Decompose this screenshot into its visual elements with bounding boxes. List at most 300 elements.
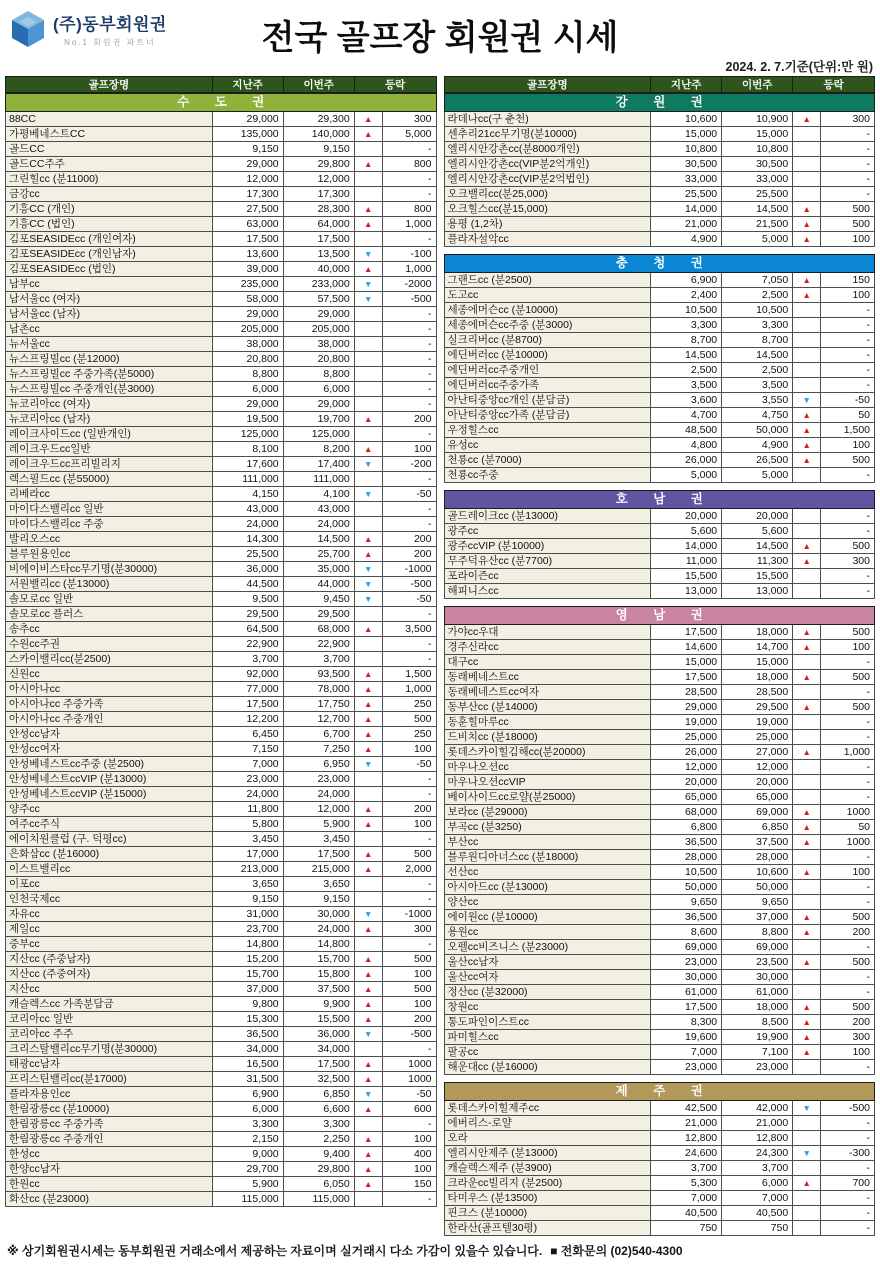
this-week-price: 29,300 xyxy=(283,112,354,127)
course-name: 에딘버러cc (분10000) xyxy=(444,348,651,363)
last-week-price: 9,650 xyxy=(651,895,722,910)
up-arrow-icon: ▲ xyxy=(802,290,811,300)
table-row xyxy=(6,337,437,352)
this-week-price: 9,150 xyxy=(283,892,354,907)
this-week-price: 27,000 xyxy=(722,745,793,760)
change-amount: - xyxy=(821,730,875,745)
change-amount: 50 xyxy=(821,408,875,423)
up-arrow-icon: ▲ xyxy=(363,534,373,544)
last-week-price: 7,000 xyxy=(651,1191,722,1206)
change-direction-cell xyxy=(354,157,382,172)
change-direction-cell xyxy=(354,907,382,922)
change-amount: 100 xyxy=(821,288,875,303)
last-week-price: 3,500 xyxy=(651,378,722,393)
up-arrow-icon: ▲ xyxy=(363,804,373,814)
change-amount: - xyxy=(821,318,875,333)
change-direction-cell xyxy=(354,1177,382,1192)
last-week-price: 6,450 xyxy=(212,727,283,742)
change-direction-cell xyxy=(793,925,821,940)
course-name: 서원밸리cc (분13000) xyxy=(6,577,213,592)
course-name: 은화삼cc (분16000) xyxy=(6,847,213,862)
table-row xyxy=(6,352,437,367)
this-week-price: 8,700 xyxy=(722,333,793,348)
change-amount: - xyxy=(821,940,875,955)
change-amount: 500 xyxy=(821,670,875,685)
course-name: 아난티중앙cc가족 (분담금) xyxy=(444,408,651,423)
this-week-price: 7,100 xyxy=(722,1045,793,1060)
course-name: 남서울cc (여자) xyxy=(6,292,213,307)
last-week-price: 64,500 xyxy=(212,622,283,637)
table-row xyxy=(6,967,437,982)
table-row xyxy=(6,697,437,712)
table-row xyxy=(444,790,875,805)
change-direction-cell xyxy=(793,820,821,835)
last-week-price: 5,800 xyxy=(212,817,283,832)
change-direction-cell xyxy=(354,187,382,202)
up-arrow-icon: ▲ xyxy=(802,234,811,244)
course-name: 롯데스카이힐김해cc(분20000) xyxy=(444,745,651,760)
change-amount: - xyxy=(821,715,875,730)
table-row xyxy=(444,820,875,835)
course-name: 천룡cc (분7000) xyxy=(444,453,651,468)
course-name: 오라 xyxy=(444,1131,651,1146)
change-amount: 1000 xyxy=(382,1072,436,1087)
last-week-price: 17,500 xyxy=(651,1000,722,1015)
down-arrow-icon: ▼ xyxy=(363,759,373,769)
course-name: 에딘버러cc주중개인 xyxy=(444,363,651,378)
this-week-price: 15,000 xyxy=(722,127,793,142)
last-week-price: 115,000 xyxy=(212,1192,283,1207)
this-week-price: 30,500 xyxy=(722,157,793,172)
last-week-price: 15,000 xyxy=(651,655,722,670)
this-week-price: 750 xyxy=(722,1221,793,1236)
last-week-price: 29,000 xyxy=(651,700,722,715)
this-week-price: 115,000 xyxy=(283,1192,354,1207)
course-name: 아시아나cc 주중가족 xyxy=(6,697,213,712)
course-name: 블루원용인cc xyxy=(6,547,213,562)
this-week-price: 6,700 xyxy=(283,727,354,742)
last-week-price: 29,000 xyxy=(212,397,283,412)
change-amount: - xyxy=(821,363,875,378)
change-amount: - xyxy=(821,880,875,895)
change-direction-cell xyxy=(793,408,821,423)
this-week-price: 14,500 xyxy=(722,202,793,217)
up-arrow-icon: ▲ xyxy=(363,549,373,559)
change-direction-cell xyxy=(354,577,382,592)
this-week-price: 12,700 xyxy=(283,712,354,727)
table-row xyxy=(6,802,437,817)
course-name: 가야cc우대 xyxy=(444,625,651,640)
change-amount: - xyxy=(821,1221,875,1236)
change-direction-cell xyxy=(793,569,821,584)
change-direction-cell xyxy=(354,442,382,457)
change-amount: - xyxy=(382,607,436,622)
table-row xyxy=(6,787,437,802)
last-week-price: 15,200 xyxy=(212,952,283,967)
page-header xyxy=(0,0,880,76)
column-header-row xyxy=(6,77,437,93)
change-direction-cell xyxy=(354,382,382,397)
course-name: 대구cc xyxy=(444,655,651,670)
course-name: 무주덕유산cc (분7700) xyxy=(444,554,651,569)
course-name: 오크힐스cc(분15,000) xyxy=(444,202,651,217)
last-week-price: 17,300 xyxy=(212,187,283,202)
up-arrow-icon: ▲ xyxy=(363,444,373,454)
change-direction-cell xyxy=(793,1060,821,1075)
last-week-price: 10,500 xyxy=(651,303,722,318)
table-row xyxy=(6,682,437,697)
table-row xyxy=(444,1206,875,1221)
change-direction-cell xyxy=(793,539,821,554)
section-title-row xyxy=(444,94,875,112)
last-week-price: 21,000 xyxy=(651,1116,722,1131)
last-week-price: 6,000 xyxy=(212,382,283,397)
last-week-price: 4,700 xyxy=(651,408,722,423)
this-week-price: 13,000 xyxy=(722,584,793,599)
this-week-price: 23,000 xyxy=(283,772,354,787)
change-direction-cell xyxy=(793,142,821,157)
table-row xyxy=(444,715,875,730)
change-direction-cell xyxy=(354,1117,382,1132)
change-direction-cell xyxy=(793,423,821,438)
course-name: 금강cc xyxy=(6,187,213,202)
table-row xyxy=(444,1000,875,1015)
course-name: 마우나오션cc xyxy=(444,760,651,775)
last-week-price: 68,000 xyxy=(651,805,722,820)
this-week-price: 10,800 xyxy=(722,142,793,157)
up-arrow-icon: ▲ xyxy=(363,1014,373,1024)
change-amount: - xyxy=(821,509,875,524)
up-arrow-icon: ▲ xyxy=(802,455,811,465)
change-direction-cell xyxy=(354,892,382,907)
last-week-price: 77,000 xyxy=(212,682,283,697)
this-week-price: 5,900 xyxy=(283,817,354,832)
last-week-price: 16,500 xyxy=(212,1057,283,1072)
change-direction-cell xyxy=(793,1030,821,1045)
table-row xyxy=(6,217,437,232)
change-amount: 200 xyxy=(821,925,875,940)
change-amount: - xyxy=(382,772,436,787)
change-direction-cell xyxy=(354,967,382,982)
this-week-price: 28,300 xyxy=(283,202,354,217)
table-row xyxy=(6,907,437,922)
change-direction-cell xyxy=(793,880,821,895)
course-name: 통도파인이스트cc xyxy=(444,1015,651,1030)
up-arrow-icon: ▲ xyxy=(363,129,373,139)
table-row xyxy=(444,1045,875,1060)
change-amount: - xyxy=(821,850,875,865)
this-week-price: 7,050 xyxy=(722,273,793,288)
change-direction-cell xyxy=(793,127,821,142)
course-name: 발리오스cc xyxy=(6,532,213,547)
change-amount: 100 xyxy=(821,865,875,880)
change-amount: 500 xyxy=(382,847,436,862)
up-arrow-icon: ▲ xyxy=(363,744,373,754)
last-week-price: 3,300 xyxy=(212,1117,283,1132)
up-arrow-icon: ▲ xyxy=(363,924,373,934)
course-name: 에버리스-로얄 xyxy=(444,1116,651,1131)
up-arrow-icon: ▲ xyxy=(802,1178,811,1188)
change-direction-cell xyxy=(354,592,382,607)
last-week-price: 11,000 xyxy=(651,554,722,569)
change-direction-cell xyxy=(354,652,382,667)
this-week-price: 37,500 xyxy=(722,835,793,850)
change-direction-cell xyxy=(793,157,821,172)
last-week-price: 10,800 xyxy=(651,142,722,157)
table-row xyxy=(6,922,437,937)
table-row xyxy=(444,303,875,318)
table-row xyxy=(444,760,875,775)
course-name: 에딘버러cc주중가족 xyxy=(444,378,651,393)
course-name: 마우나오션ccVIP xyxy=(444,775,651,790)
change-amount: -200 xyxy=(382,457,436,472)
course-name: 오펠cc비즈니스 (분23000) xyxy=(444,940,651,955)
course-name: 코리아cc 일반 xyxy=(6,1012,213,1027)
change-amount: 1,500 xyxy=(382,667,436,682)
change-direction-cell xyxy=(354,292,382,307)
change-direction-cell xyxy=(354,922,382,937)
table-row xyxy=(444,1060,875,1075)
last-week-price: 4,150 xyxy=(212,487,283,502)
last-week-price: 5,300 xyxy=(651,1176,722,1191)
course-name: 용평 (1,2차) xyxy=(444,217,651,232)
up-arrow-icon: ▲ xyxy=(363,864,373,874)
change-direction-cell xyxy=(354,697,382,712)
last-week-price: 65,000 xyxy=(651,790,722,805)
page-footer xyxy=(0,1236,880,1259)
last-week-price: 9,150 xyxy=(212,142,283,157)
last-week-price: 26,000 xyxy=(651,745,722,760)
last-week-price: 17,600 xyxy=(212,457,283,472)
change-direction-cell xyxy=(793,1161,821,1176)
up-arrow-icon: ▲ xyxy=(363,414,373,424)
change-amount: 100 xyxy=(821,1045,875,1060)
table-row xyxy=(444,539,875,554)
change-direction-cell xyxy=(793,895,821,910)
last-week-price: 29,000 xyxy=(212,307,283,322)
up-arrow-icon: ▲ xyxy=(802,912,811,922)
this-week-price: 78,000 xyxy=(283,682,354,697)
change-amount: - xyxy=(821,655,875,670)
course-name: 에이원cc (분10000) xyxy=(444,910,651,925)
change-direction-cell xyxy=(793,378,821,393)
change-direction-cell xyxy=(793,1015,821,1030)
this-week-price: 29,000 xyxy=(283,397,354,412)
change-amount: - xyxy=(821,333,875,348)
change-direction-cell xyxy=(354,802,382,817)
table-row xyxy=(444,127,875,142)
last-week-price: 13,000 xyxy=(651,584,722,599)
course-name: 88CC xyxy=(6,112,213,127)
course-name: 아난티중앙cc개인 (분담금) xyxy=(444,393,651,408)
change-direction-cell xyxy=(354,727,382,742)
course-name: 캐슬렉스제주 (분3900) xyxy=(444,1161,651,1176)
course-name: 세종에머슨cc (분10000) xyxy=(444,303,651,318)
table-row xyxy=(6,472,437,487)
table-row xyxy=(444,880,875,895)
this-week-price: 69,000 xyxy=(722,940,793,955)
last-week-price: 30,500 xyxy=(651,157,722,172)
course-name: 블루원디아너스cc (분18000) xyxy=(444,850,651,865)
table-row xyxy=(6,562,437,577)
change-direction-cell xyxy=(354,232,382,247)
change-amount: - xyxy=(821,790,875,805)
change-direction-cell xyxy=(354,637,382,652)
change-amount: 100 xyxy=(382,997,436,1012)
change-amount: - xyxy=(821,1161,875,1176)
table-row xyxy=(444,318,875,333)
this-week-price: 32,500 xyxy=(283,1072,354,1087)
up-arrow-icon: ▲ xyxy=(363,264,373,274)
change-amount: 1000 xyxy=(382,1057,436,1072)
change-direction-cell xyxy=(793,318,821,333)
this-week-price: 13,500 xyxy=(283,247,354,262)
section-table-jeju xyxy=(444,1082,876,1236)
this-week-price: 17,400 xyxy=(283,457,354,472)
this-week-price: 17,500 xyxy=(283,232,354,247)
last-week-price: 69,000 xyxy=(651,940,722,955)
table-row xyxy=(444,850,875,865)
change-direction-cell xyxy=(793,232,821,247)
course-name: 캐슬렉스cc 가족분담금 xyxy=(6,997,213,1012)
course-name: 부산cc xyxy=(444,835,651,850)
course-name: 핀크스 (분10000) xyxy=(444,1206,651,1221)
change-amount: 500 xyxy=(821,625,875,640)
table-row xyxy=(6,607,437,622)
table-row xyxy=(444,408,875,423)
section-title-sudo: 수 도 권 xyxy=(6,94,437,112)
table-row xyxy=(6,817,437,832)
this-week-price: 2,250 xyxy=(283,1132,354,1147)
up-arrow-icon: ▲ xyxy=(802,747,811,757)
change-amount: 500 xyxy=(382,712,436,727)
course-name: 비에이비스타cc무기명(분30000) xyxy=(6,562,213,577)
last-week-price: 42,500 xyxy=(651,1101,722,1116)
table-row xyxy=(6,1072,437,1087)
this-week-price: 8,800 xyxy=(283,367,354,382)
table-row xyxy=(6,172,437,187)
table-row xyxy=(444,985,875,1000)
table-row xyxy=(6,667,437,682)
course-name: 엘리시안제주 (분13000) xyxy=(444,1146,651,1161)
last-week-price: 205,000 xyxy=(212,322,283,337)
up-arrow-icon: ▲ xyxy=(363,1104,373,1114)
change-amount: 200 xyxy=(382,1012,436,1027)
last-week-price: 43,000 xyxy=(212,502,283,517)
up-arrow-icon: ▲ xyxy=(363,159,373,169)
last-week-price: 3,700 xyxy=(651,1161,722,1176)
up-arrow-icon: ▲ xyxy=(802,627,811,637)
this-week-price: 9,900 xyxy=(283,997,354,1012)
change-direction-cell xyxy=(354,217,382,232)
change-amount: 500 xyxy=(821,1000,875,1015)
last-week-price: 135,000 xyxy=(212,127,283,142)
table-row xyxy=(6,427,437,442)
last-week-price: 48,500 xyxy=(651,423,722,438)
last-week-price: 14,000 xyxy=(651,202,722,217)
down-arrow-icon: ▼ xyxy=(363,459,373,469)
up-arrow-icon: ▲ xyxy=(363,684,373,694)
this-week-price: 21,500 xyxy=(722,217,793,232)
change-amount: - xyxy=(382,427,436,442)
course-name: 아시아나cc 주중개인 xyxy=(6,712,213,727)
table-row xyxy=(444,157,875,172)
section-title-gangwon: 강 원 권 xyxy=(444,94,875,112)
up-arrow-icon: ▲ xyxy=(802,642,811,652)
change-amount: -500 xyxy=(821,1101,875,1116)
change-direction-cell xyxy=(793,700,821,715)
change-amount: - xyxy=(821,685,875,700)
this-week-price: 93,500 xyxy=(283,667,354,682)
down-arrow-icon: ▼ xyxy=(363,1089,373,1099)
table-row xyxy=(444,1015,875,1030)
last-week-price: 37,000 xyxy=(212,982,283,997)
change-amount: 300 xyxy=(821,112,875,127)
change-amount: -50 xyxy=(382,757,436,772)
up-arrow-icon: ▲ xyxy=(363,984,373,994)
last-week-price: 36,000 xyxy=(212,562,283,577)
table-row xyxy=(444,1161,875,1176)
last-week-price: 17,500 xyxy=(651,625,722,640)
up-arrow-icon: ▲ xyxy=(802,440,811,450)
change-amount: 800 xyxy=(382,157,436,172)
this-week-price: 29,800 xyxy=(283,157,354,172)
table-row xyxy=(6,532,437,547)
change-direction-cell xyxy=(354,127,382,142)
change-amount: - xyxy=(382,892,436,907)
this-week-price: 3,450 xyxy=(283,832,354,847)
last-week-price: 8,800 xyxy=(212,367,283,382)
down-arrow-icon: ▼ xyxy=(363,249,373,259)
last-week-price: 36,500 xyxy=(212,1027,283,1042)
last-week-price: 29,000 xyxy=(212,112,283,127)
this-week-price: 8,500 xyxy=(722,1015,793,1030)
change-direction-cell xyxy=(354,397,382,412)
change-amount: 5,000 xyxy=(382,127,436,142)
change-amount: - xyxy=(382,787,436,802)
last-week-price: 25,000 xyxy=(651,730,722,745)
change-amount: -500 xyxy=(382,292,436,307)
change-direction-cell xyxy=(354,562,382,577)
course-name: 중부cc xyxy=(6,937,213,952)
last-week-price: 8,600 xyxy=(651,925,722,940)
last-week-price: 24,000 xyxy=(212,787,283,802)
this-week-price: 9,400 xyxy=(283,1147,354,1162)
this-week-price: 4,750 xyxy=(722,408,793,423)
this-week-price: 14,700 xyxy=(722,640,793,655)
last-week-price: 3,300 xyxy=(651,318,722,333)
last-week-price: 17,000 xyxy=(212,847,283,862)
course-name: 에이치원클럽 (구. 덕평cc) xyxy=(6,832,213,847)
last-week-price: 8,700 xyxy=(651,333,722,348)
up-arrow-icon: ▲ xyxy=(363,1134,373,1144)
last-week-price: 27,500 xyxy=(212,202,283,217)
last-week-price: 22,900 xyxy=(212,637,283,652)
last-week-price: 10,600 xyxy=(651,112,722,127)
this-week-price: 6,850 xyxy=(283,1087,354,1102)
right-column xyxy=(444,76,876,1236)
last-week-price: 3,700 xyxy=(212,652,283,667)
change-direction-cell xyxy=(354,172,382,187)
table-row xyxy=(6,232,437,247)
table-row xyxy=(444,865,875,880)
table-row xyxy=(6,1012,437,1027)
course-name: 한림광릉cc (분10000) xyxy=(6,1102,213,1117)
this-week-price: 24,000 xyxy=(283,922,354,937)
course-name: 골드CC xyxy=(6,142,213,157)
change-direction-cell xyxy=(793,348,821,363)
this-week-price: 6,050 xyxy=(283,1177,354,1192)
